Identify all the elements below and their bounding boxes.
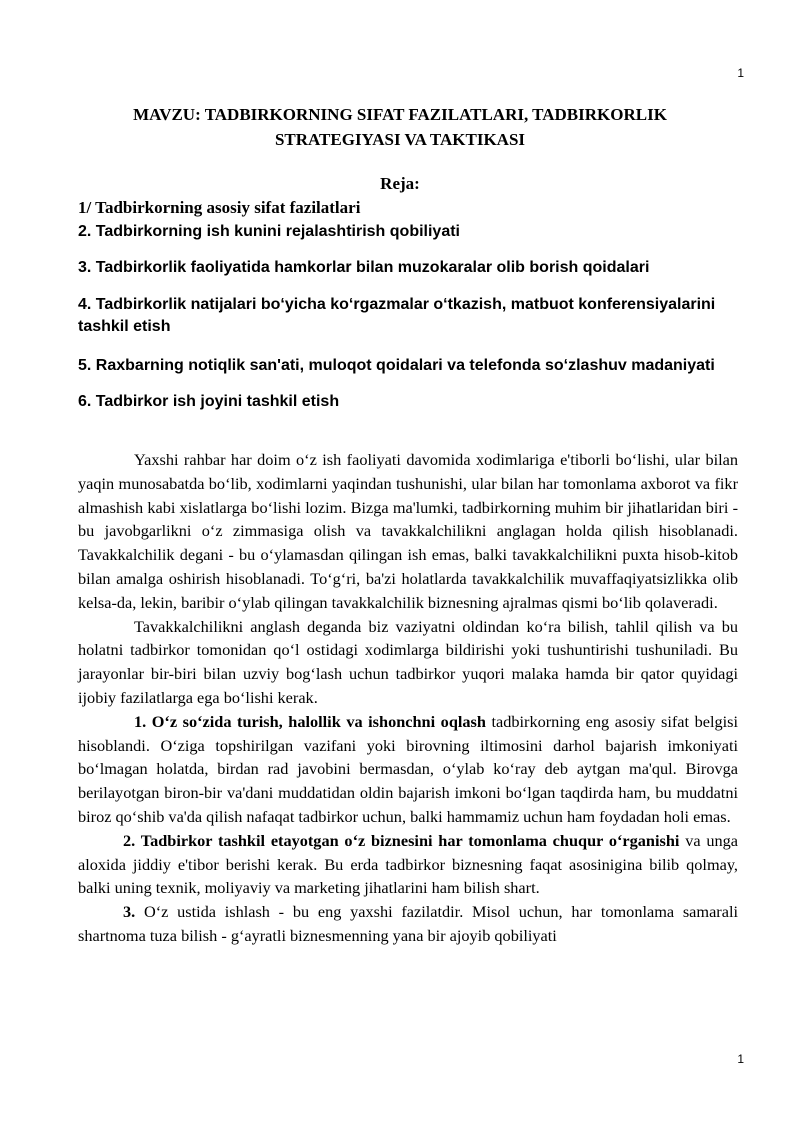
paragraph-2: Tavakkalchilikni anglash deganda biz vaziyatni oldindan koʻra bilish, tahlil qilish va bu holatni tadbirkor tomonidan qoʻl ostidagi xodimlarga bildirishi yoki tushuntirishi tushuniladi. Bu jarayonlar bir-biri bilan uzviy bogʻlash uchun tadbirkor yuqori malaka hamda bir qator quyidagi ijobiy fazilatlarga ega boʻlishi kerak. <box>78 616 738 707</box>
paragraph-3 <box>78 710 738 829</box>
paragraph-5 <box>78 900 738 948</box>
plan-heading: Reja: <box>380 174 420 193</box>
plan-item-6: 6. Tadbirkor ish joyini tashkil etish <box>78 393 340 410</box>
title-line-2: STRATEGIYASI VA TAKTIKASI <box>274 130 526 149</box>
paragraph-4-bold: 2. Tadbirkor tashkil etayotgan oʻz biznesini har tomonlama chuqur oʻrganishi <box>123 830 680 850</box>
page-number-bottom: 1 <box>737 1052 744 1066</box>
plan-item-4: 4. Tadbirkorlik natijalari boʻyicha koʻrgazmalar oʻtkazish, matbuot konferensiyalarini tashkil etish <box>78 296 716 335</box>
plan-item-3: 3. Tadbirkorlik faoliyatida hamkorlar bilan muzokaralar olib borish qoidalari <box>78 259 650 276</box>
paragraph-4 <box>78 829 738 900</box>
plan-item-5: 5. Raxbarning notiqlik san'ati, muloqot qoidalari va telefonda soʻzlashuv madaniyati <box>78 357 715 374</box>
plan-item-2: 2. Tadbirkorning ish kunini rejalashtirish qobiliyati <box>78 223 460 240</box>
paragraph-5-text: Oʻz ustida ishlash - bu eng yaxshi fazilatdir. Misol uchun, har tomonlama samarali shartnoma tuza bilish - gʻayratli biznesmenning yana bir ajoyib qobiliyati <box>78 902 738 945</box>
paragraph-3-bold: 1. Oʻz soʻzida turish, halollik va ishonchni oqlash <box>134 711 486 731</box>
paragraph-3-text: tadbirkorning eng asosiy sifat belgisi hisoblandi. Oʻziga topshirilgan vazifani yoki birovning iltimosini darhol bajarish imkoniyati boʻlmagan holatda, birdan rad javobini bermasdan, oʻylab koʻray deb aytgan ma'qul. Birovga berilayotgan biron-bir va'dani muddatidan oldin bajarish imkoni boʻlgan taqdirda ham, bu muddatni biroz qoʻshib va'da qilish nafaqat tadbirkor uchun, balki hammamiz uchun ham foydadan holi emas. <box>78 711 738 826</box>
document-title <box>78 102 722 152</box>
plan-item-1: 1/ Tadbirkorning asosiy sifat fazilatlari <box>78 198 361 217</box>
title-line-1: MAVZU: TADBIRKORNING SIFAT FAZILATLARI, TADBIRKORLIK <box>133 105 667 124</box>
paragraph-5-bold: 3. <box>123 902 136 922</box>
body-text <box>78 448 738 948</box>
page-number-top: 1 <box>737 66 744 80</box>
paragraph-1: Yaxshi rahbar har doim oʻz ish faoliyati davomida xodimlariga e'tiborli boʻlishi, ular bilan yaqin munosabatda boʻlib, xodimlarni yaqindan tushunishi, ular bilan har tomonlama axborot va fikr almashish kabi xislatlarga boʻlishi lozim. Bizga ma'lumki, tadbirkorning muhim bir jihatlaridan biri - bu javobgarlikni oʻz zimmasiga olish va tavakkalchilikni anglagan holda qilish hisoblanadi. Tavakkalchilik degani - bu oʻylamasdan qilingan ish emas, balki tavakkalchilikni puxta hisob-kitob bilan amalga oshirish hisoblanadi. Toʻgʻri, ba'zi holatlarda tavakkalchilik muvaffaqiyatsizlikka olib kelsa-da, lekin, baribir oʻylab qilingan tavakkalchilik biznesning ajralmas qismi boʻlib qolaveradi. <box>78 450 738 612</box>
paragraph-4-text: va unga aloxida jiddiy e'tibor berishi kerak. Bu erda tadbirkor biznesning faqat asosinigina bilib qolmay, balki uning texnik, moliyaviy va marketing jihatlarini ham bilish shart. <box>78 830 739 898</box>
